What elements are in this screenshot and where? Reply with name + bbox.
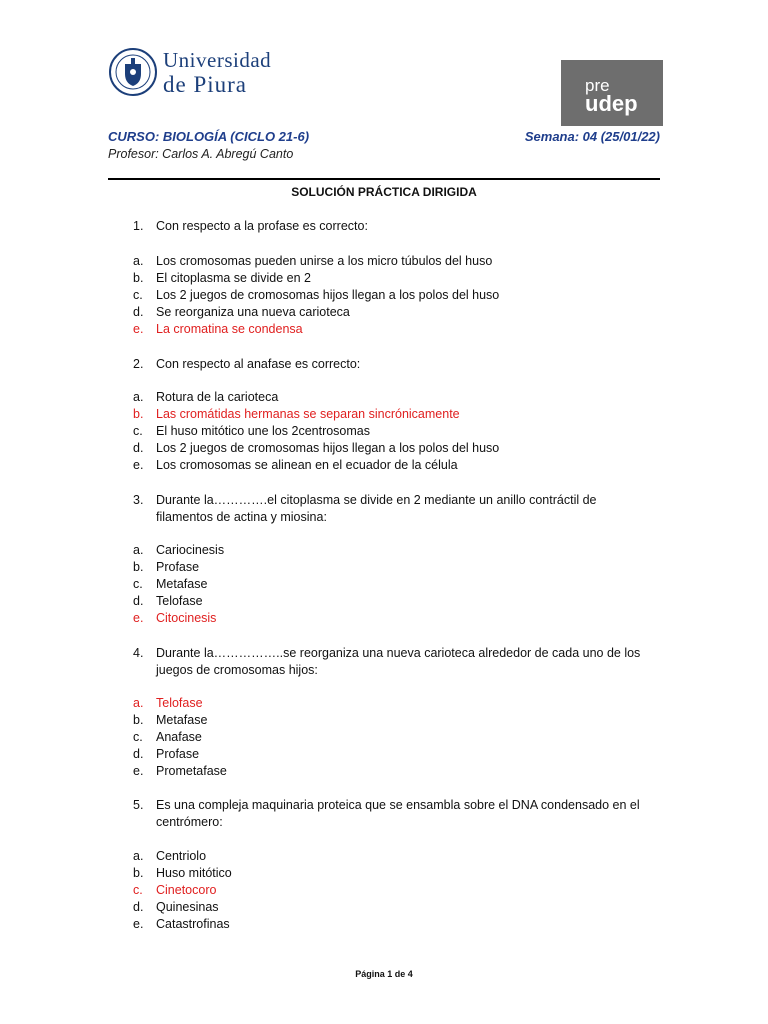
option-text: Metafase [156, 577, 208, 591]
option-letter: d. [133, 594, 144, 608]
option-text: Citocinesis [156, 611, 217, 625]
option-text: Los cromosomas se alinean en el ecuador de la célula [156, 458, 458, 472]
option-text: Profase [156, 560, 200, 574]
question-number: 3. [133, 493, 144, 507]
option-letter: d. [133, 900, 144, 914]
option-text: Cariocinesis [156, 543, 225, 557]
logo-line-2: de Piura [163, 72, 248, 97]
university-logo [108, 42, 272, 104]
option-text: Cinetocoro [156, 883, 217, 897]
question-text: Con respecto al anafase es correcto: [156, 357, 361, 371]
option-text: Telofase [156, 594, 203, 608]
question-text: Durante la………….el citoplasma se divide en 2 mediante un anillo contráctil de filamentos de actina y miosina: [156, 493, 597, 524]
document-title: SOLUCIÓN PRÁCTICA DIRIGIDA [291, 185, 477, 199]
option-letter: b. [133, 866, 144, 880]
option-letter: c. [133, 424, 143, 438]
option-text: Centriolo [156, 849, 207, 863]
option-letter: a. [133, 254, 144, 268]
option-letter: b. [133, 407, 144, 421]
professor-name: Profesor: Carlos A. Abregú Canto [108, 147, 294, 161]
badge-pre-text: pre [585, 76, 610, 95]
logo-line-1: Universidad [163, 48, 272, 72]
option-letter: a. [133, 849, 144, 863]
option-text: Los cromosomas pueden unirse a los micro túbulos del huso [156, 254, 493, 268]
option-text: Catastrofinas [156, 917, 230, 931]
option-text: Prometafase [156, 764, 227, 778]
option-text: Profase [156, 747, 200, 761]
option-letter: c. [133, 577, 143, 591]
question-text: Es una compleja maquinaria proteica que se ensambla sobre el DNA condensado en el centrómero: [156, 798, 640, 829]
option-text: Se reorganiza una nueva carioteca [156, 305, 350, 319]
question-text: Con respecto a la profase es correcto: [156, 219, 368, 233]
option-letter: e. [133, 764, 144, 778]
option-letter: e. [133, 611, 144, 625]
option-letter: c. [133, 730, 143, 744]
option-letter: e. [133, 322, 144, 336]
option-text: La cromatina se condensa [156, 322, 303, 336]
university-seal-icon [108, 44, 158, 100]
option-letter: d. [133, 441, 144, 455]
question-number: 1. [133, 219, 144, 233]
course-heading: CURSO: BIOLOGÍA (CICLO 21-6) [108, 129, 310, 144]
option-letter: c. [133, 883, 143, 897]
option-letter: e. [133, 458, 144, 472]
logo-text [163, 50, 271, 96]
option-text: Los 2 juegos de cromosomas hijos llegan a los polos del huso [156, 441, 500, 455]
option-text: Anafase [156, 730, 202, 744]
option-text: Los 2 juegos de cromosomas hijos llegan a los polos del huso [156, 288, 500, 302]
question-number: 4. [133, 646, 144, 660]
option-letter: d. [133, 305, 144, 319]
question-number: 5. [133, 798, 144, 812]
option-letter: c. [133, 288, 143, 302]
option-letter: e. [133, 917, 144, 931]
option-text: El huso mitótico une los 2centrosomas [156, 424, 370, 438]
option-letter: b. [133, 560, 144, 574]
option-text: Rotura de la carioteca [156, 390, 279, 404]
option-text: Telofase [156, 696, 203, 710]
option-letter: a. [133, 390, 144, 404]
question-number: 2. [133, 357, 144, 371]
option-text: Huso mitótico [156, 866, 232, 880]
option-text: Las cromátidas hermanas se separan sincrónicamente [156, 407, 460, 421]
header-divider [108, 178, 660, 180]
option-letter: a. [133, 543, 144, 557]
preudep-badge [561, 60, 663, 126]
week-heading: Semana: 04 (25/01/22) [524, 129, 660, 144]
option-letter: b. [133, 713, 144, 727]
badge-udep-text: udep [585, 91, 638, 116]
option-text: Metafase [156, 713, 208, 727]
option-text: Quinesinas [156, 900, 219, 914]
option-letter: b. [133, 271, 144, 285]
page-number: Página 1 de 4 [355, 969, 413, 979]
question-text: Durante la……………..se reorganiza una nueva carioteca alrededor de cada uno de los juegos de cromosomas hijos: [156, 646, 641, 677]
option-letter: a. [133, 696, 144, 710]
option-letter: d. [133, 747, 144, 761]
option-text: El citoplasma se divide en 2 [156, 271, 311, 285]
